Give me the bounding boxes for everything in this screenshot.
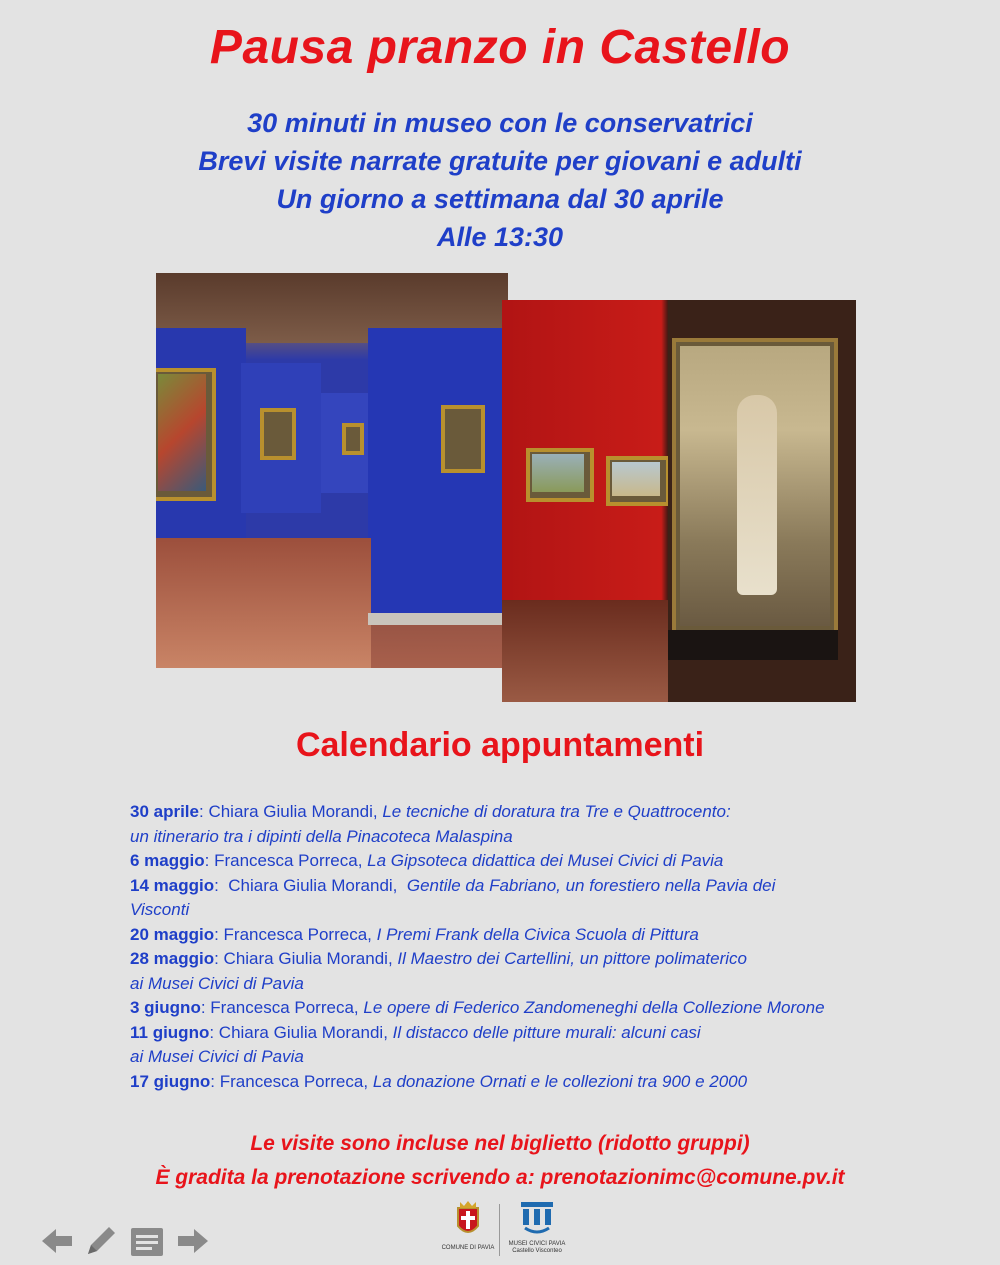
appointment-topic: ai Musei Civici di Pavia [130,973,304,993]
appointment-speaker: Francesca Porreca [214,851,358,870]
appointment-date: 11 giugno [130,1022,210,1042]
menu-icon [128,1222,166,1260]
appointment-topic: Il Maestro dei Cartellini, un pittore polimaterico [397,949,748,968]
appointment-speaker: Francesca Porreca [223,924,368,944]
appointment-date: 28 maggio [130,949,215,968]
appointment-topic: I Premi Frank della Civica Scuola di Pittura [376,924,699,944]
musei-civici-logo [504,1200,570,1255]
pavia-crest-icon [454,1200,482,1240]
appointment-item: 20 maggio: Francesca Porreca, I Premi Frank della Civica Scuola di Pittura [130,924,699,944]
subtitle-2: Brevi visite narrate gratuite per giovani e adulti [198,146,802,176]
arrow-left-icon [38,1222,76,1260]
appointment-date: 6 maggio [130,851,205,870]
appointment-topic: La donazione Ornati e le collezioni tra 900 e 2000 [372,1071,748,1091]
appointment-topic: Il distacco delle pitture murali: alcuni casi [392,1022,701,1042]
previous-button[interactable] [38,1222,76,1260]
appointment-date: 17 giugno [130,1071,211,1091]
subtitle-3: Un giorno a settimana dal 30 aprile [276,184,724,214]
musei-caption: MUSEI CIVICI PAVIA [508,1241,566,1247]
comune-di-pavia-logo [440,1200,496,1252]
pavia-caption: COMUNE DI PAVIA [441,1245,495,1251]
musei-civici-mark-icon [517,1200,557,1236]
subtitle-4: Alle 13:30 [436,222,564,252]
appointment-speaker: Chiara Giulia Morandi [228,875,393,895]
appointments-list [130,800,882,1094]
page-title: Pausa pranzo in Castello [209,21,791,74]
appointment-topic: Gentile da Fabriano, un forestiero nella Pavia dei [406,875,776,895]
musei-subcaption: Castello Visconteo [512,1248,562,1254]
museum-photo-red-gallery [502,300,856,702]
appointment-item: 3 giugno: Francesca Porreca, Le opere di Federico Zandomeneghi della Collezione Morone [130,998,825,1017]
appointment-topic: Le tecniche di doratura tra Tre e Quattrocento: [382,802,731,821]
appointment-item: 28 maggio: Chiara Giulia Morandi, Il Maestro dei Cartellini, un pittore polimaterico ai Musei Civici di Pavia [130,949,748,993]
appointment-item: 17 giugno: Francesca Porreca, La donazione Ornati e le collezioni tra 900 e 2000 [130,1071,748,1091]
appointment-speaker: Francesca Porreca [219,1071,364,1091]
pencil-icon [82,1222,120,1260]
appointment-item: 11 giugno: Chiara Giulia Morandi, Il distacco delle pitture murali: alcuni casi ai Musei Civici di Pavia [130,1022,701,1066]
appointment-topic: La Gipsoteca didattica dei Musei Civici di Pavia [367,851,724,870]
footer-ticket-info: Le visite sono incluse nel biglietto (ridotto gruppi) [250,1132,750,1155]
appointment-date: 14 maggio [130,875,215,895]
appointment-date: 30 aprile [130,802,199,821]
appointment-date: 20 maggio [130,924,215,944]
appointment-speaker: Francesca Porreca [210,998,354,1017]
calendar-title: Calendario appuntamenti [295,726,705,764]
arrow-right-icon [174,1222,212,1260]
appointment-topic: Visconti [130,900,190,919]
edit-button[interactable] [82,1222,120,1260]
appointment-item: 6 maggio: Francesca Porreca, La Gipsoteca didattica dei Musei Civici di Pavia [130,851,724,870]
logos [440,1200,570,1262]
next-button[interactable] [174,1222,212,1260]
appointment-speaker: Chiara Giulia Morandi [223,949,388,968]
appointment-date: 3 giugno [130,998,201,1017]
subtitle-1: 30 minuti in museo con le conservatrici [247,108,753,138]
museum-photo-blue-gallery [156,273,508,668]
appointment-topic: ai Musei Civici di Pavia [130,1047,304,1066]
appointment-speaker: Chiara Giulia Morandi [208,802,373,821]
logo-divider [499,1204,500,1256]
appointment-topic: un itinerario tra i dipinti della Pinacoteca Malaspina [130,826,513,846]
menu-button[interactable] [128,1222,166,1260]
footer-booking-info: È gradita la prenotazione scrivendo a: prenotazionimc@comune.pv.it [155,1166,845,1189]
appointment-item: 14 maggio: Chiara Giulia Morandi, Gentile da Fabriano, un forestiero nella Pavia dei Visconti [130,875,776,919]
appointment-item: 30 aprile: Chiara Giulia Morandi, Le tecniche di doratura tra Tre e Quattrocento: un itinerario tra i dipinti della Pinacoteca Malaspina [130,802,731,846]
appointment-topic: Le opere di Federico Zandomeneghi della Collezione Morone [363,998,825,1017]
appointment-speaker: Chiara Giulia Morandi [218,1022,384,1042]
